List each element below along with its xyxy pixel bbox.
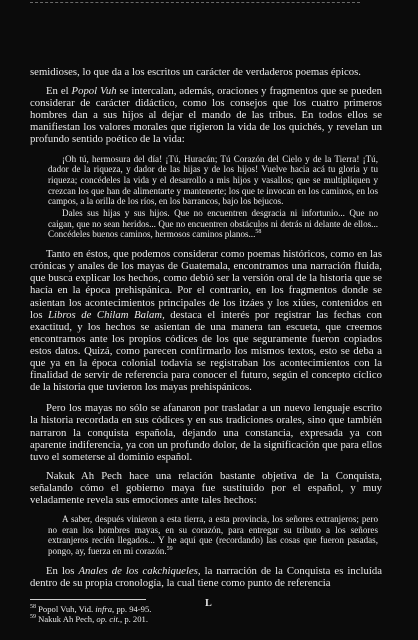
paragraph-4: Pero los mayas no sólo se afanaron por trasladar a un nuevo lenguaje escrito la historia recordada en sus códices y en sus tradiciones orales, sino que también narraron la conquista española, dejando una constancia, expresada ya con aparente indiferencia, ya con un profundo dolor, de la significación que para ellos tuvo el someterse al dominio español. bbox=[30, 402, 382, 463]
title-chilam-balam: Libros de Chilam Balam, bbox=[48, 308, 165, 321]
document-page bbox=[30, 66, 382, 624]
paragraph-5: Nakuk Ah Pech hace una relación bastante objetiva de la Conquista, señalando cómo el gobierno maya fue sustituido por el español, y muy veladamente revela sus emociones ante tales hechos: bbox=[30, 469, 382, 506]
block-quote-2 bbox=[48, 514, 378, 557]
block-quote-1 bbox=[48, 154, 378, 241]
page-number: L bbox=[205, 598, 213, 609]
title-anales-cakchiqueles: Anales de los cakchiqueles, bbox=[78, 564, 201, 577]
quote-1-para-2: Dales sus hijas y sus hijos. Que no encuentren desgracia ni infortunio... Que no caigan, que no sean heridos... Que no encuentren obstáculos ni detrás ni delante de ellos... Concédeles buenos caminos, hermosos caminos planos...$^{58}$ bbox=[48, 208, 378, 240]
paragraph-3: Tanto en éstos, que podemos considerar como poemas históricos, como en las crónicas y anales de los mayas de Guatemala, encontramos una narración fluida, que busca explicar los hechos, como debió ser la versión oral de la historia que se hacía en la época prehispánica. Por el contrario, en los fragmentos donde se asientan los acontecimientos principales de los itzáes y los xiúes, contenidos en los Libros de Chilam Balam, destaca el interés por registrar las fechas con exactitud, y los hechos se asientan de una manera tan escueta, que creemos encontrarnos ante los propios códices de los que seguramente fueron copiados estos datos. Quizá, como parecen confirmarlo los mismos textos, esto se deba a que ya en la época colonial todavía se registraban los acontecimientos con la finalidad de servir de referencia para conocer el futuro, según el concepto cíclico de la historia que tuvieron los mayas prehispánicos. bbox=[30, 248, 382, 394]
footnote-58: $^{58}$ Popol Vuh, Vid. infra, pp. 94-95. bbox=[30, 604, 152, 615]
title-popol-vuh: Popol Vuh bbox=[71, 85, 117, 98]
paragraph-1: semidioses, lo que da a los escritos un carácter de verdaderos poemas épicos. bbox=[30, 66, 361, 78]
footnote-ref-58: 58 bbox=[255, 229, 262, 236]
paragraph-2: En el Popol Vuh se intercalan, además, oraciones y fragmentos que se pueden considerar de carácter didáctico, como los consejos que los cuatro primeros hombres dan a sus hijos al dejar el mando de las tribus. En todos ellos se manifiestan los valores morales que rigieron la vida de los quichés, y revelan un profundo sentido poético de la vida: bbox=[30, 85, 382, 146]
quote-1-para-1: ¡Oh tú, hermosura del día! ¡Tú, Huracán; Tú Corazón del Cielo y de la Tierra! ¡Tú, dador de la riqueza, y dador de las hijas y de los hijos! Vuelve hacia acá tu gloria y tu riqueza; concédeles la vida y el desarrollo a mis hijos y vasallos; que se multipliquen y crezcan los que han de alimentarte y mantenerte; los que te invocan en los caminos, en los campos, a la orilla de los ríos, en los barrancos, bajo los bejucos. bbox=[48, 153, 378, 207]
quote-2-para: A saber, después vinieron a esta tierra, a esta provincia, los señores extranjeros; pero no eran los hombres mayas, en su corazón, para entregar su tributo a los señores extranjeros recién llegados... Y he aquí que (recordando) las cosas que fueron pasadas, pongo, ay, fuerza en mi corazón.$^{59}$ bbox=[48, 514, 378, 557]
footnote-59: $^{59}$ Nakuk Ah Pech, op. cit., p. 201. bbox=[30, 614, 148, 625]
footnote-ref-59: 59 bbox=[166, 546, 173, 553]
paragraph-6: En los Anales de los cakchiqueles, la narración de la Conquista es incluída dentro de su propia cronología, la cual tiene como punto de referencia bbox=[30, 564, 382, 589]
top-rule bbox=[30, 2, 360, 5]
